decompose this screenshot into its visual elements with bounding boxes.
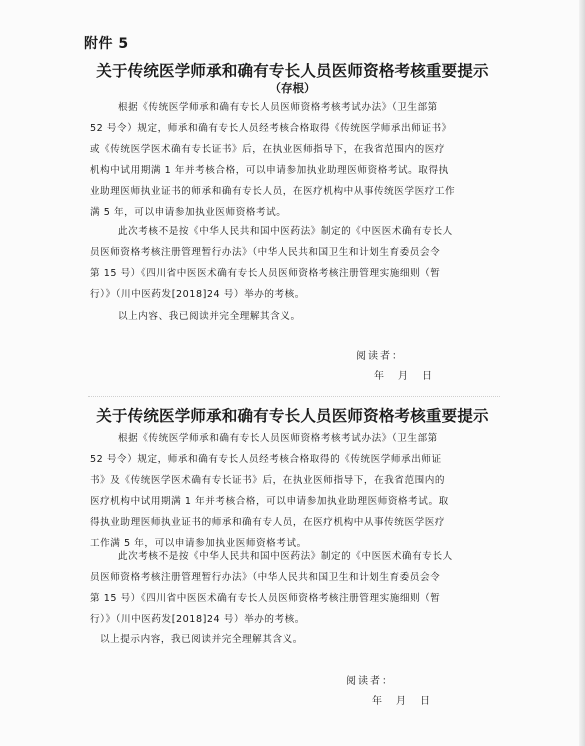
text-line: 员医师资格考核注册管理暂行办法》（中华人民共和国卫生和计划生育委员会令	[90, 247, 441, 258]
text-line: 根据《传统医学师承和确有专长人员医师资格考核考试办法》（卫生部第	[118, 102, 438, 113]
text-line: 工作满 5 年，可以申请参加执业医师资格考试。	[90, 538, 307, 549]
text-line: 行）》（川中医药发[2018]24 号）举办的考核。	[90, 289, 305, 300]
text-line: 满 5 年，可以申请参加执业医师资格考试。	[90, 207, 287, 218]
text-line: 以上内容、我已阅读并完全理解其含义。	[118, 311, 301, 322]
text-line: 医疗机构中试用期满 1 年并考核合格，可以申请参加执业助理医师资格考试。取	[90, 496, 449, 507]
text-line: 得执业助理医师执业证书的师承和确有专人员，在医疗机构中从事传统医学医疗	[90, 517, 446, 528]
page-edge-shadow	[579, 0, 585, 746]
text-line: 行）》（川中医药发[2018]24 号）举办的考核。	[90, 614, 305, 625]
stub-label: （存根）	[269, 81, 316, 95]
section1-reader-label: 阅读者：	[356, 351, 404, 362]
section2-paragraph-1	[90, 428, 515, 554]
section1-acknowledgement	[90, 306, 515, 327]
section2-paragraph-2	[90, 546, 515, 630]
section2-date-label: 年 月 日	[372, 696, 432, 707]
section1-date-label: 年 月 日	[374, 371, 434, 382]
section2-acknowledgement	[90, 629, 515, 650]
section1-title: 关于传统医学师承和确有专长人员医师资格考核重要提示	[96, 62, 489, 80]
text-line: 业助理医师执业证书的师承和确有专长人员，在医疗机构中从事传统医学医疗工作	[90, 186, 456, 197]
text-line: 52 号令）规定，师承和确有专长人员经考核合格取得的《传统医学师承出师证	[90, 454, 442, 465]
attachment-label: 附件 5	[84, 36, 129, 52]
text-line: 员医师资格考核注册管理暂行办法》（中华人民共和国卫生和计划生育委员会令	[90, 572, 441, 583]
section2-reader-label: 阅读者：	[346, 676, 394, 687]
text-line: 此次考核不是按《中华人民共和国中医药法》制定的《中医医术确有专长人	[118, 226, 453, 237]
text-line: 第 15 号）《四川省中医医术确有专长人员医师资格考核注册管理实施细则（暂	[90, 268, 441, 279]
section-divider	[88, 396, 500, 397]
text-line: 以上提示内容，我已阅读并完全理解其含义。	[100, 634, 303, 645]
section1-paragraph-2	[90, 221, 515, 305]
text-line: 第 15 号）《四川省中医医术确有专长人员医师资格考核注册管理实施细则（暂	[90, 593, 441, 604]
text-line: 书》及《传统医学医术确有专长证书》后，在执业医师指导下，在我省范围内的	[90, 475, 446, 486]
text-line: 机构中试用期满 1 年并考核合格，可以申请参加执业助理医师资格考试。取得执	[90, 165, 449, 176]
text-line: 52 号令）规定，师承和确有专长人员经考核合格取得《传统医学师承出师证书》	[90, 123, 452, 134]
text-line: 或《传统医学医术确有专长证书》后，在执业医师指导下，在我省范围内的医疗	[90, 144, 446, 155]
text-line: 此次考核不是按《中华人民共和国中医药法》制定的《中医医术确有专长人	[118, 551, 453, 562]
section1-paragraph-1	[90, 97, 515, 223]
text-line: 根据《传统医学师承和确有专长人员医师资格考核考试办法》（卫生部第	[118, 433, 438, 444]
section2-title: 关于传统医学师承和确有专长人员医师资格考核重要提示	[96, 407, 489, 425]
